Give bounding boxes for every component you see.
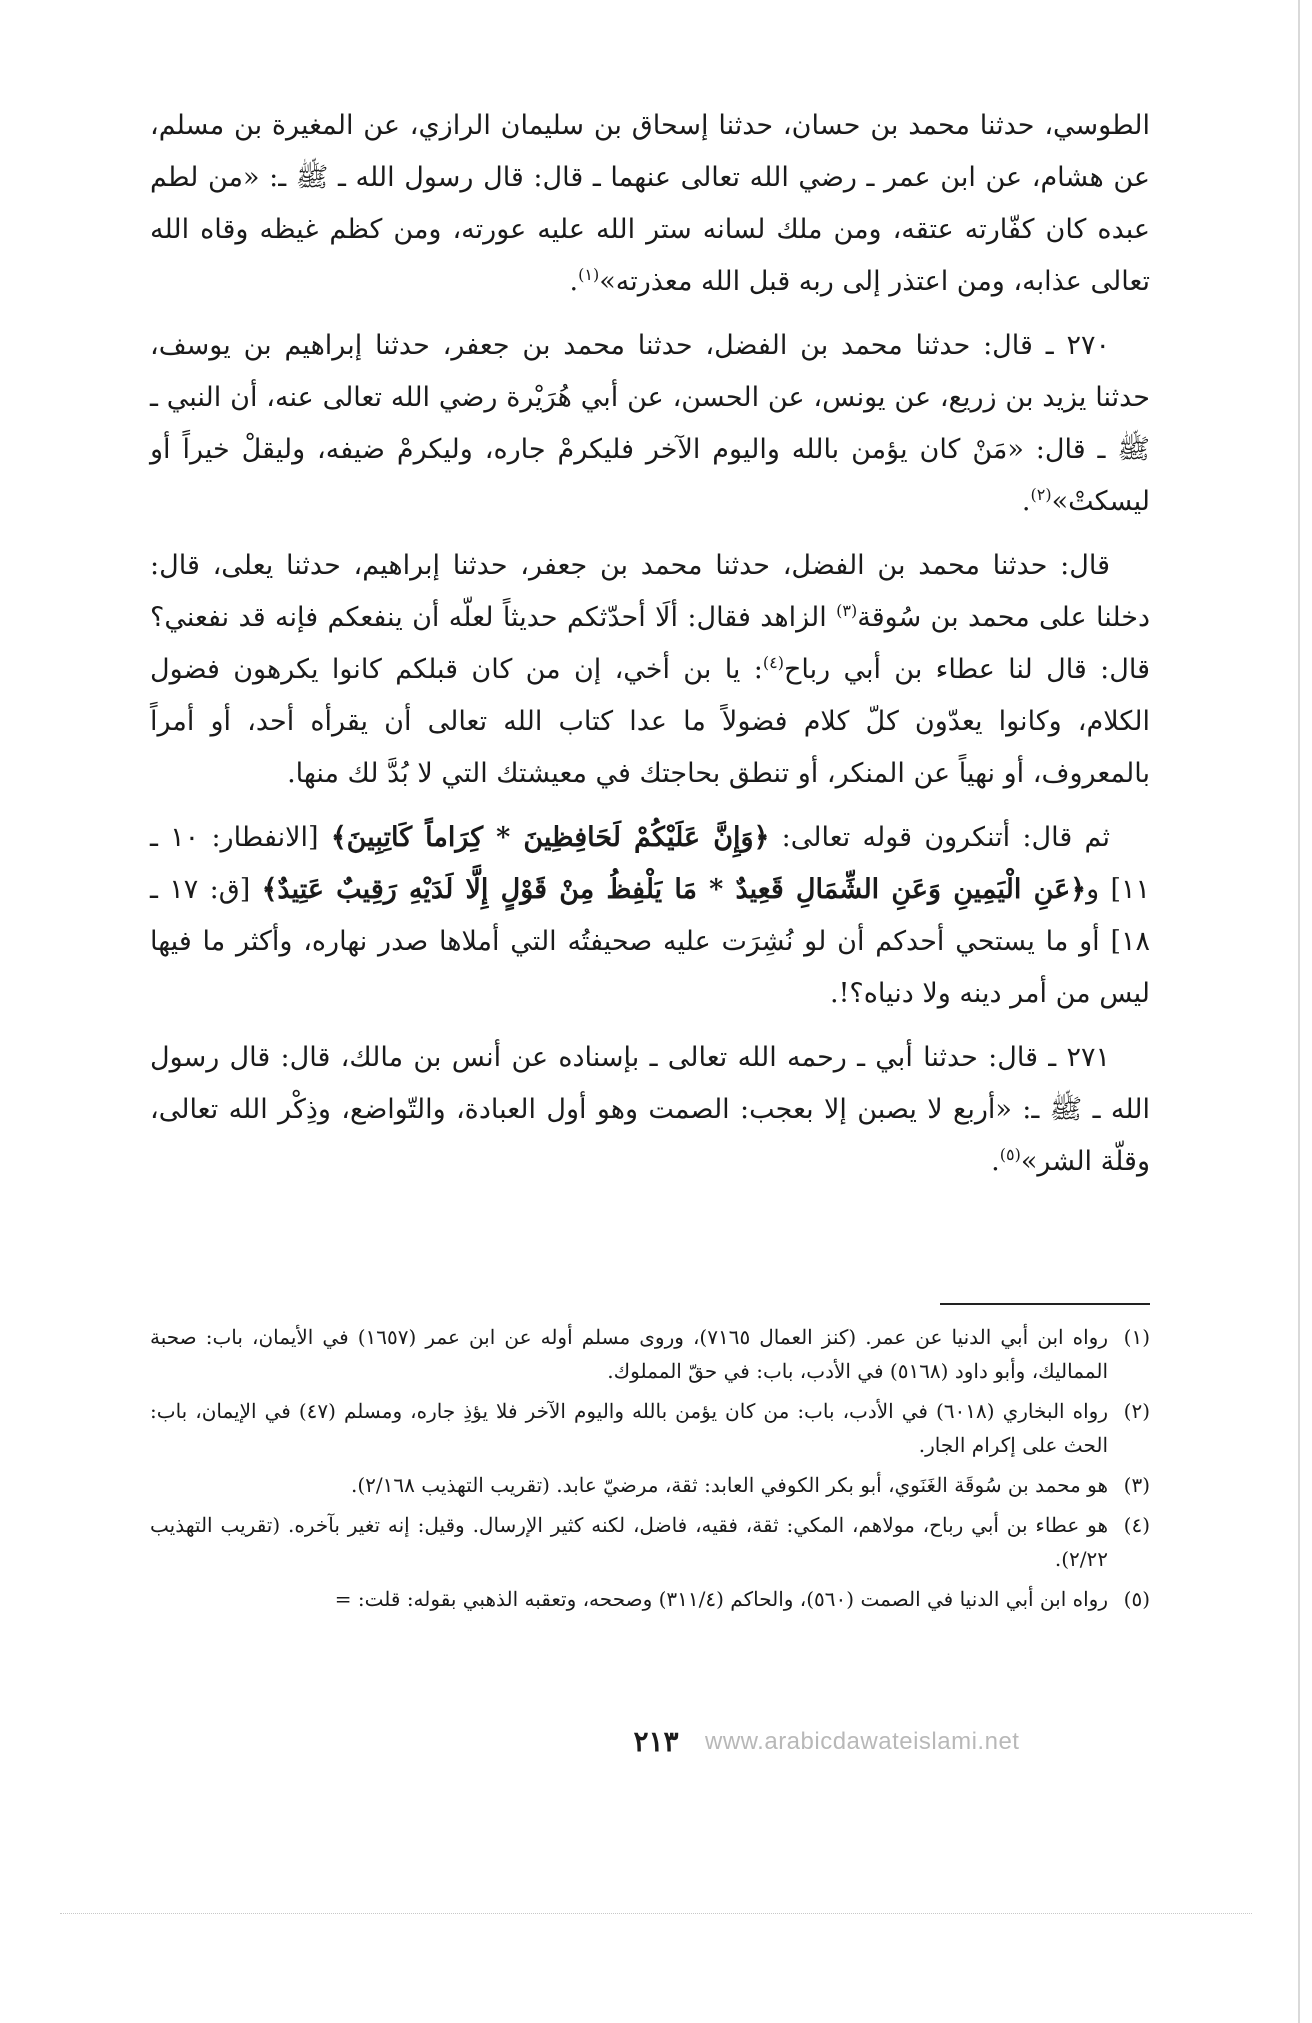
paragraph-text: ثم قال: أتنكرون قوله تعالى:	[769, 822, 1110, 853]
main-text	[150, 100, 1150, 1200]
paragraph-text: الطوسي، حدثنا محمد بن حسان، حدثنا إسحاق بن سليمان الرازي، عن المغيرة بن مسلم، عن هشام، عن ابن عمر ـ رضي الله تعالى عنهما ـ قال: قال رسول الله ـ ﷺ ـ: «من لطم عبده كان كفّارته عتقه، ومن ملك لسانه ستر الله عليه عورته، ومن كظم غيظه وقاه الله تعالى عذابه، ومن اعتذر إلى ربه قبل الله معذرته»	[150, 110, 1150, 297]
footnote-2	[150, 1394, 1150, 1462]
watermark-url: www.arabicdawateislami.net	[705, 1728, 1020, 1755]
footnote-marker[interactable]: (١)	[578, 265, 600, 284]
page-edge-line	[1298, 0, 1300, 2023]
footnotes	[150, 1320, 1150, 1622]
paragraph-text: [ق: ١٧ ـ ١٨] أو ما يستحي أحدكم أن لو نُشِرَت عليه صحيفتُه التي أملاها صدر نهاره، وأكثر ما فيها ليس من أمر دينه ولا دنياه؟!.	[150, 874, 1150, 1009]
footnote-marker[interactable]: (٢)	[1030, 485, 1052, 504]
paragraph-quran	[150, 812, 1150, 1020]
paragraph-text: .	[991, 1146, 1000, 1177]
footnote-text: رواه ابن أبي الدنيا عن عمر. (كنز العمال ٧١٦٥)، وروى مسلم أوله عن ابن عمر (١٦٥٧) في الأيمان، باب: صحبة المماليك، وأبو داود (٥١٦٨) في الأدب، باب: في حقّ المملوك.	[150, 1325, 1109, 1383]
paragraph-text: ٢٧٠ ـ قال: حدثنا محمد بن الفضل، حدثنا محمد بن جعفر، حدثنا إبراهيم بن يوسف، حدثنا يزيد بن زريع، عن يونس، عن الحسن، عن أبي هُرَيْرة رضي الله تعالى عنه، أن النبي ـ ﷺ ـ قال: «مَنْ كان يؤمن بالله واليوم الآخر فليكرمْ جاره، وليكرمْ ضيفه، وليقلْ خيراً أو ليسكتْ»	[150, 330, 1150, 517]
scan-edge-dots	[60, 1913, 1252, 1914]
footnote-number: (١)	[1123, 1325, 1150, 1349]
paragraph-text: الزاهد فقال: ألَا أحدّثكم حديثاً لعلّه أن ينفعكم فإنه قد نفعني؟ قال: قال لنا عطاء بن أبي رباح	[150, 602, 1150, 685]
footnote-3	[150, 1468, 1150, 1502]
footnote-4	[150, 1508, 1150, 1576]
footnote-number: (٥)	[1123, 1587, 1150, 1611]
footnote-1	[150, 1320, 1150, 1388]
footnote-marker[interactable]: (٥)	[999, 1145, 1021, 1164]
footnote-number: (٢)	[1123, 1399, 1150, 1423]
paragraph-text: .	[569, 266, 579, 297]
footnote-text: رواه ابن أبي الدنيا في الصمت (٥٦٠)، والحاكم (٣١١/٤) وصححه، وتعقبه الذهبي بقوله: قلت: =	[334, 1587, 1108, 1611]
footnote-number: (٣)	[1123, 1473, 1150, 1497]
page-number: ٢١٣	[633, 1725, 679, 1758]
footnote-marker[interactable]: (٤)	[762, 653, 784, 672]
footnote-marker[interactable]: (٣)	[836, 601, 858, 620]
paragraph-text: [الانفطار: ١٠ ـ ١١] و	[150, 822, 1151, 905]
paragraph-text: ٢٧١ ـ قال: حدثنا أبي ـ رحمه الله تعالى ـ بإسناده عن أنس بن مالك، قال: قال رسول الله ـ ﷺ ـ: «أربع لا يصبن إلا بعجب: الصمت وهو أول العبادة، والتّواضع، وذِكْر الله تعالى، وقلّة الشر»	[150, 1042, 1150, 1177]
quran-verse: ﴿عَنِ الْيَمِينِ وَعَنِ الشِّمَالِ قَعِيدٌ * مَا يَلْفِظُ مِنْ قَوْلٍ إِلَّا لَدَيْهِ رَقِيبٌ عَتِيدٌ﴾	[261, 874, 1087, 905]
paragraph-ata	[150, 540, 1150, 800]
footnote-number: (٤)	[1123, 1513, 1150, 1537]
footnote-5	[150, 1582, 1150, 1616]
paragraph-text: قال: حدثنا محمد بن الفضل، حدثنا محمد بن جعفر، حدثنا إبراهيم، حدثنا يعلى، قال: دخلنا على محمد بن سُوقة	[150, 550, 1150, 633]
paragraph-text: : يا بن أخي، إن من كان قبلكم كانوا يكرهون فضول الكلام، وكانوا يعدّون كلّ كلام فضولاً ما عدا كتاب الله تعالى أن يقرأه أحد، أو أمراً بالمعروف، أو نهياً عن المنكر، أو تنطق بحاجتك في معيشتك التي لا بُدَّ لك منها.	[150, 654, 1150, 789]
footnote-text: هو عطاء بن أبي رباح، مولاهم، المكي: ثقة، فقيه، فاضل، لكنه كثير الإرسال. وقيل: إنه تغير بآخره. (تقريب التهذيب ٢/٢٢).	[150, 1513, 1108, 1571]
footnote-text: رواه البخاري (٦٠١٨) في الأدب، باب: من كان يؤمن بالله واليوم الآخر فلا يؤذِ جاره، ومسلم (٤٧) في الإيمان، باب: الحث على إكرام الجار.	[150, 1399, 1108, 1457]
paragraph-270	[150, 320, 1150, 528]
footnote-separator	[940, 1303, 1150, 1305]
footnote-text: هو محمد بن سُوقَة الغَنَوي، أبو بكر الكوفي العابد: ثقة، مرضيّ عابد. (تقريب التهذيب ٢/١٦٨).	[351, 1473, 1108, 1497]
paragraph-271	[150, 1032, 1150, 1188]
paragraph-text: .	[1021, 486, 1031, 517]
paragraph-269-cont	[150, 100, 1150, 308]
quran-verse: ﴿وَإِنَّ عَلَيْكُمْ لَحَافِظِينَ * كِرَاماً كَاتِبِينَ﴾	[330, 822, 770, 853]
